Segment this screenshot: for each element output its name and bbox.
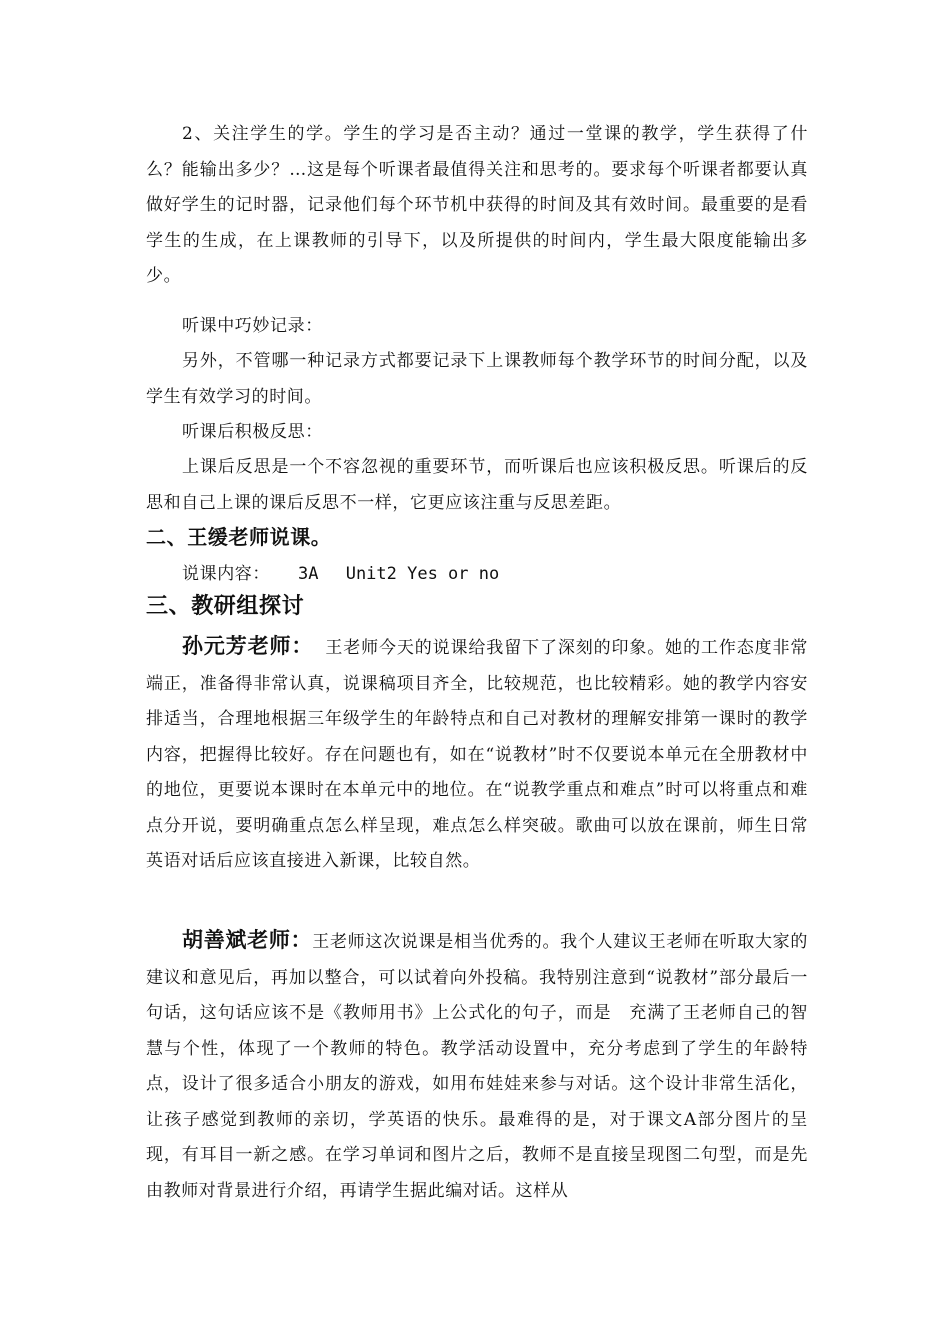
comment-sun (146, 628, 808, 880)
heading-reflect-after-class: 听课后积极反思： (182, 422, 323, 442)
lecture-content-value: 3A Unit2 Yes or no (298, 564, 500, 584)
section-heading-discussion: 三、教研组探讨 (146, 593, 305, 619)
lecture-content-label: 说课内容： (182, 564, 270, 584)
speaker-name-hu: 胡善斌老师： (182, 927, 313, 952)
paragraph-record-method: 另外，不管哪一种记录方式都要记录下上课教师每个教学环节的时间分配，以及学生有效学习的时间。 (146, 351, 808, 407)
speaker-name-sun: 孙元芳老师： (182, 633, 314, 658)
comment-hu-text: 王老师这次说课是相当优秀的。我个人建议王老师在听取大家的建议和意见后，再加以整合，可以试着向外投稿。我特别注意到“说教材”部分最后一句话，这句话应该不是《教师用书》上公式化的句子，而是 充满了王老师自己的智慧与个性，体现了一个教师的特色。教学活动设置中，充分考虑到了学生的年龄特点，设计了很多适合小朋友的游戏，如用布娃娃来参与对话。这个设计非常生活化，让孩子感觉到教师的亲切，学英语的快乐。最难得的是，对于课文A部分图片的呈现，有耳目一新之感。在学习单词和图片之后，教师不是直接呈现图二句型，而是先由教师对背景进行介绍，再请学生据此编对话。这样从 (146, 932, 808, 1201)
section-heading-lecture: 二、王缓老师说课。 (146, 525, 332, 549)
lecture-content-line (146, 557, 808, 593)
heading-record-in-class: 听课中巧妙记录： (182, 316, 323, 336)
paragraph-focus-on-students: 2、关注学生的学。学生的学习是否主动？通过一堂课的教学，学生获得了什么？能输出多少？…这是每个听课者最值得关注和思考的。要求每个听课者都要认真做好学生的记时器，记录他们每个环节机中获得的时间及其有效时间。最重要的是看学生的生成，在上课教师的引导下，以及所提供的时间内，学生最大限度能输出多少。 (146, 124, 808, 286)
comment-hu (146, 922, 808, 1209)
paragraph-reflection: 上课后反思是一个不容忽视的重要环节，而听课后也应该积极反思。听课后的反思和自己上课的课后反思不一样，它更应该注重与反思差距。 (146, 457, 808, 513)
comment-sun-text: 王老师今天的说课给我留下了深刻的印象。她的工作态度非常端正，准备得非常认真，说课稿项目齐全，比较规范，也比较精彩。她的教学内容安排适当，合理地根据三年级学生的年龄特点和自己对教材的理解安排第一课时的教学内容，把握得比较好。存在问题也有，如在“说教材”时不仅要说本单元在全册教材中的地位，更要说本课时在本单元中的地位。在“说教学重点和难点”时可以将重点和难点分开说，要明确重点怎么样呈现，难点怎么样突破。歌曲可以放在课前，师生日常英语对话后应该直接进入新课，比较自然。 (146, 638, 808, 871)
